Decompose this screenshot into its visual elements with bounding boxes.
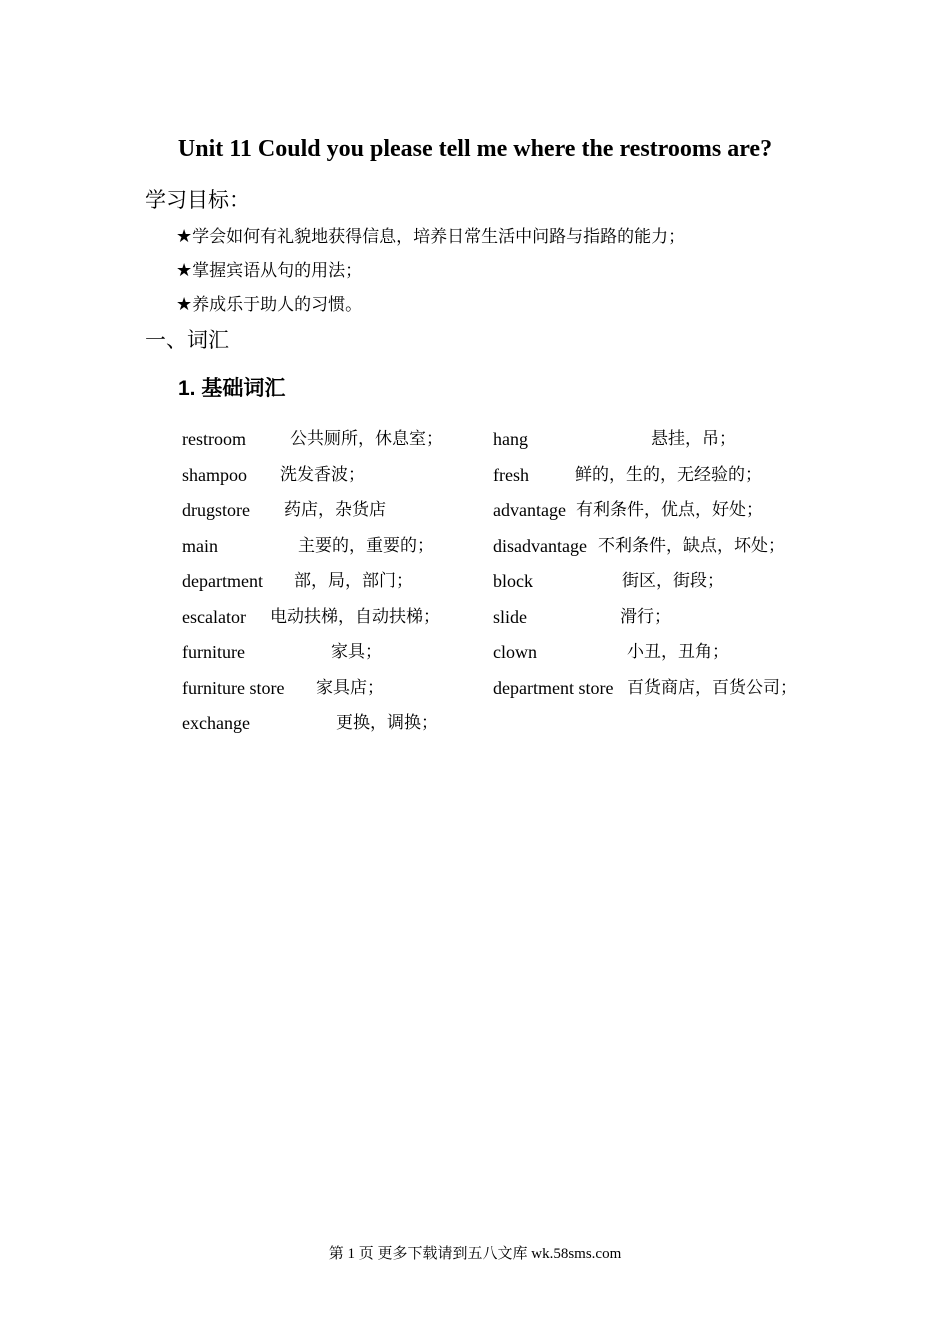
vocab-item <box>493 638 833 674</box>
vocab-item <box>493 603 833 639</box>
vocab-item <box>493 532 833 568</box>
vocab-item <box>182 674 482 710</box>
vocab-item <box>182 461 482 497</box>
objective-text: 学会如何有礼貌地获得信息，培养日常生活中问路与指路的能力； <box>192 227 686 247</box>
vocab-meaning: 药店，杂货店 <box>284 500 386 520</box>
vocab-item <box>182 638 482 674</box>
vocab-meaning: 滑行； <box>620 606 671 627</box>
vocab-meaning: 家具店； <box>316 677 384 698</box>
vocab-item <box>493 461 833 497</box>
vocab-word: advantage <box>493 500 566 520</box>
vocab-item <box>182 425 482 461</box>
vocab-meaning: 鲜的，生的，无经验的； <box>575 464 762 485</box>
vocab-meaning: 主要的，重要的； <box>298 535 434 556</box>
vocab-word: furniture store <box>182 677 285 698</box>
vocab-meaning: 部，局，部门； <box>294 571 413 591</box>
star-icon: ★ <box>176 294 193 315</box>
vocab-item <box>182 603 482 639</box>
vocab-item <box>493 674 833 710</box>
vocab-word: drugstore <box>182 500 250 520</box>
vocab-meaning: 公共厕所，休息室； <box>290 429 443 449</box>
page-footer: 第 1 页 更多下载请到五八文库 wk.58sms.com <box>328 1246 622 1262</box>
vocab-meaning: 街区，街段； <box>622 571 724 591</box>
vocab-list-right <box>493 425 833 709</box>
star-icon: ★ <box>176 226 193 247</box>
vocab-word: main <box>182 535 218 556</box>
vocab-meaning: 有利条件，优点，好处； <box>576 500 763 520</box>
objective-text: 掌握宾语从句的用法； <box>192 261 363 281</box>
vocab-meaning: 百货商店，百货公司； <box>627 677 797 698</box>
star-icon: ★ <box>176 260 193 281</box>
vocab-word: clown <box>493 642 537 662</box>
vocab-word: disadvantage <box>493 535 587 556</box>
vocab-meaning: 小丑，丑角； <box>627 642 729 662</box>
objectives-heading: 学习目标： <box>145 188 250 212</box>
vocab-item <box>493 425 833 461</box>
vocab-item <box>182 496 482 532</box>
vocab-list-left <box>182 425 482 745</box>
vocab-word: escalator <box>182 606 246 627</box>
vocab-item <box>182 532 482 568</box>
vocab-word: block <box>493 571 533 591</box>
vocab-word: fresh <box>493 464 529 485</box>
vocab-section-heading: 一、词汇 <box>145 328 229 352</box>
vocab-word: department <box>182 571 263 591</box>
vocab-meaning: 不利条件，缺点，坏处； <box>598 535 785 556</box>
basic-vocab-heading: 1. 基础词汇 <box>178 377 286 400</box>
vocab-word: department store <box>493 677 614 698</box>
vocab-word: exchange <box>182 713 250 733</box>
vocab-item <box>182 567 482 603</box>
objective-text: 养成乐于助人的习惯。 <box>192 295 363 315</box>
vocab-word: slide <box>493 606 527 627</box>
page-title: Unit 11 Could you please tell me where the restrooms are? <box>177 136 773 162</box>
vocab-item <box>493 496 833 532</box>
vocab-meaning: 家具； <box>331 642 382 662</box>
vocab-meaning: 洗发香波； <box>280 464 365 485</box>
vocab-word: hang <box>493 429 528 449</box>
vocab-item <box>182 709 482 745</box>
vocab-word: shampoo <box>182 464 247 485</box>
vocab-meaning: 电动扶梯，自动扶梯； <box>270 606 440 627</box>
vocab-word: furniture <box>182 642 245 662</box>
vocab-meaning: 悬挂，吊； <box>651 429 736 449</box>
vocab-item <box>493 567 833 603</box>
objective-item <box>176 224 685 258</box>
vocab-word: restroom <box>182 429 246 449</box>
objectives-list <box>176 224 685 326</box>
objective-item <box>176 292 685 326</box>
vocab-meaning: 更换，调换； <box>336 713 438 733</box>
objective-item <box>176 258 685 292</box>
